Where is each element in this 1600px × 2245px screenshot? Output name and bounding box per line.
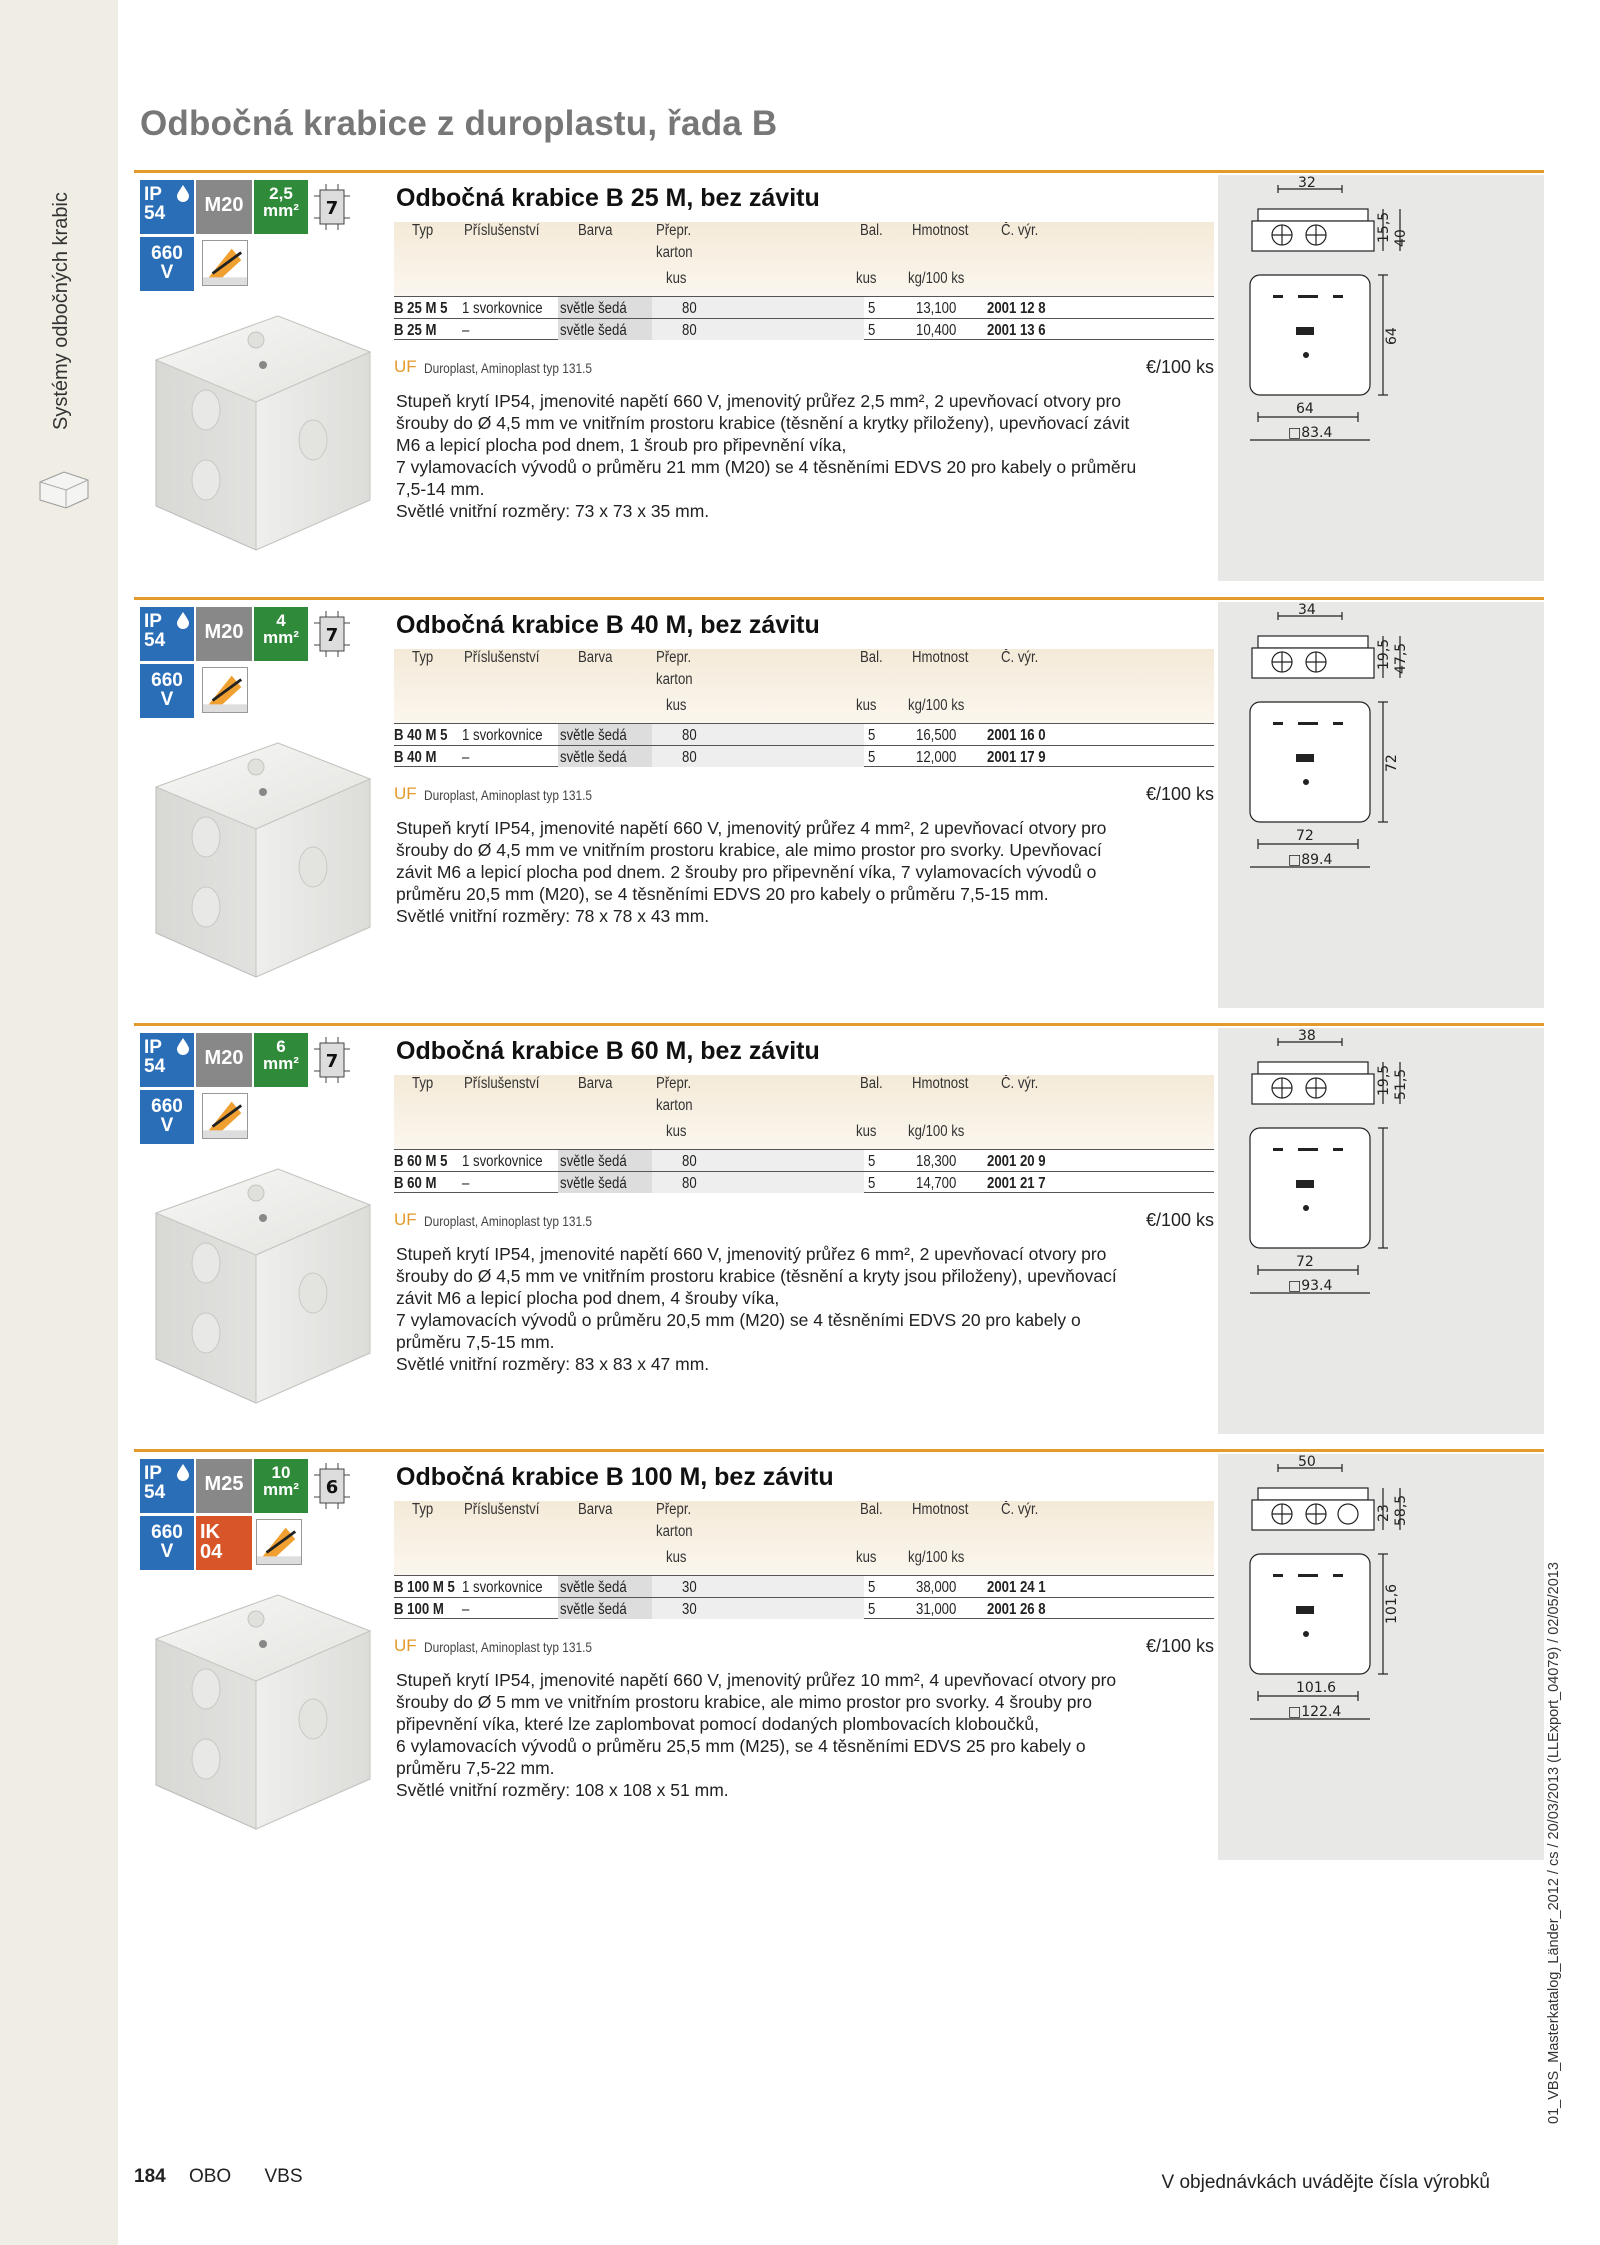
knockout-count: 6 xyxy=(325,1477,339,1498)
material-text: Duroplast, Aminoplast typ 131.5 xyxy=(424,1639,593,1655)
product-description xyxy=(396,390,1226,522)
svg-text:□83.4: □83.4 xyxy=(1288,425,1333,441)
price-unit: €/100 ks xyxy=(1145,357,1214,377)
product-title: Odbočná krabice B 100 M, bez závitu xyxy=(396,1463,834,1491)
ip-rating-badge: IP 54 xyxy=(140,1459,194,1513)
cell-typ: B 60 M xyxy=(394,1175,437,1192)
cell-carton: 30 xyxy=(682,1601,697,1618)
svg-text:15,5: 15,5 xyxy=(1376,211,1392,243)
cell-article-no: 2001 21 7 xyxy=(987,1175,1046,1192)
cell-carton: 80 xyxy=(682,727,697,744)
description-line: Stupeň krytí IP54, jmenovité napětí 660 V, jmenovitý průřez 2,5 mm², 2 upevňovací otvory pro xyxy=(396,391,1122,411)
table-row xyxy=(394,1575,1214,1597)
svg-text:□93.4: □93.4 xyxy=(1288,1278,1333,1294)
cross-section-badge: 4 mm² xyxy=(254,607,308,661)
material-row xyxy=(394,1633,1214,1661)
cell-pack: 5 xyxy=(868,1579,876,1596)
cell-accessory: – xyxy=(462,749,470,766)
cell-pack: 5 xyxy=(868,727,876,744)
water-drop-icon xyxy=(176,1037,190,1055)
cell-typ: B 25 M xyxy=(394,322,437,339)
product-title: Odbočná krabice B 60 M, bez závitu xyxy=(396,1037,820,1065)
cell-pack: 5 xyxy=(868,322,876,339)
cell-typ: B 100 M 5 xyxy=(394,1579,455,1596)
cell-weight: 31,000 xyxy=(916,1601,957,1618)
description-line: Stupeň krytí IP54, jmenovité napětí 660 V, jmenovitý průřez 4 mm², 2 upevňovací otvory pro xyxy=(396,818,1107,838)
dimension-drawing xyxy=(1218,1454,1544,1860)
cell-carton: 80 xyxy=(682,300,697,317)
spec-table xyxy=(394,649,1214,767)
cell-accessory: 1 svorkovnice xyxy=(462,1153,543,1170)
svg-text:72: 72 xyxy=(1296,828,1314,844)
flame-retardant-icon xyxy=(202,1093,248,1139)
footer-brand: OBO xyxy=(188,2166,232,2187)
product-section xyxy=(134,1023,1544,1439)
cell-color: světle šedá xyxy=(560,749,627,766)
uf-label: UF xyxy=(394,784,417,803)
voltage-badge: 660 V xyxy=(140,1516,194,1570)
cell-typ: B 100 M xyxy=(394,1601,444,1618)
impact-rating-badge: IK 04 xyxy=(196,1516,252,1570)
knockout-count-icon xyxy=(314,1037,350,1083)
cell-pack: 5 xyxy=(868,1175,876,1192)
svg-text:□122.4: □122.4 xyxy=(1288,1704,1342,1720)
badge-group xyxy=(140,1033,368,1143)
thread-size-badge: M20 xyxy=(196,607,252,661)
table-row xyxy=(394,745,1214,767)
cell-carton: 30 xyxy=(682,1579,697,1596)
cross-section-badge: 10 mm² xyxy=(254,1459,308,1513)
svg-text:34: 34 xyxy=(1298,602,1316,618)
badge-group xyxy=(140,607,368,717)
description-line: Světlé vnitřní rozměry: 83 x 83 x 47 mm. xyxy=(396,1354,710,1374)
knockout-count-icon xyxy=(314,1463,350,1509)
ip-rating-badge: IP 54 xyxy=(140,607,194,661)
cell-article-no: 2001 16 0 xyxy=(987,727,1046,744)
cell-weight: 14,700 xyxy=(916,1175,957,1192)
table-header: Typ Příslušenství Barva Přepr. karton kus Bal. kus Hmotnost kg/100 ks Č. výr. xyxy=(394,649,1214,723)
cell-typ: B 60 M 5 xyxy=(394,1153,448,1170)
description-line: průměru 7,5-22 mm. xyxy=(396,1758,555,1778)
cell-color: světle šedá xyxy=(560,1153,627,1170)
description-line: šrouby do Ø 4,5 mm ve vnitřním prostoru krabice (těsnění a kryty jsou přiloženy), upevňovací xyxy=(396,1266,1117,1286)
svg-text:72: 72 xyxy=(1296,1254,1314,1270)
footer-left xyxy=(134,2166,303,2188)
cell-weight: 10,400 xyxy=(916,322,957,339)
knockout-count-icon xyxy=(314,184,350,230)
product-description xyxy=(396,817,1226,927)
material-text: Duroplast, Aminoplast typ 131.5 xyxy=(424,360,593,376)
cell-accessory: – xyxy=(462,322,470,339)
cell-accessory: 1 svorkovnice xyxy=(462,300,543,317)
product-photo xyxy=(148,727,378,997)
svg-text:50: 50 xyxy=(1298,1454,1316,1470)
description-line: 7 vylamovacích vývodů o průměru 20,5 mm (M20) se 4 těsněními EDVS 20 pro kabely o xyxy=(396,1310,1081,1330)
cell-color: světle šedá xyxy=(560,1175,627,1192)
cell-typ: B 40 M 5 xyxy=(394,727,448,744)
product-title: Odbočná krabice B 40 M, bez závitu xyxy=(396,611,820,639)
cell-article-no: 2001 12 8 xyxy=(987,300,1046,317)
material-text: Duroplast, Aminoplast typ 131.5 xyxy=(424,1213,593,1229)
product-section xyxy=(134,1449,1544,1865)
table-row xyxy=(394,723,1214,745)
knockout-count: 7 xyxy=(325,625,339,646)
spec-table xyxy=(394,222,1214,340)
table-row xyxy=(394,1171,1214,1193)
cell-accessory: 1 svorkovnice xyxy=(462,1579,543,1596)
description-line: šrouby do Ø 4,5 mm ve vnitřním prostoru krabice, ale mimo prostor pro svorky. Upevňovací xyxy=(396,840,1102,860)
cell-accessory: – xyxy=(462,1175,470,1192)
cell-typ: B 25 M 5 xyxy=(394,300,448,317)
table-row xyxy=(394,296,1214,318)
cell-color: světle šedá xyxy=(560,1579,627,1596)
footer-note: V objednávkách uvádějte čísla výrobků xyxy=(1161,2172,1490,2193)
svg-text:23: 23 xyxy=(1376,1504,1392,1522)
price-unit: €/100 ks xyxy=(1145,1210,1214,1230)
page-title: Odbočná krabice z duroplastu, řada B xyxy=(140,104,778,143)
cell-pack: 5 xyxy=(868,1601,876,1618)
section-divider xyxy=(134,170,1544,173)
product-photo xyxy=(148,300,378,570)
svg-text:64: 64 xyxy=(1384,327,1400,345)
cell-weight: 13,100 xyxy=(916,300,957,317)
cell-typ: B 40 M xyxy=(394,749,437,766)
cross-section-badge: 6 mm² xyxy=(254,1033,308,1087)
cell-pack: 5 xyxy=(868,749,876,766)
product-description xyxy=(396,1243,1226,1375)
cell-article-no: 2001 17 9 xyxy=(987,749,1046,766)
description-line: Stupeň krytí IP54, jmenovité napětí 660 V, jmenovitý průřez 10 mm², 4 upevňovací otvory pro xyxy=(396,1670,1117,1690)
table-header: Typ Příslušenství Barva Přepr. karton kus Bal. kus Hmotnost kg/100 ks Č. výr. xyxy=(394,1075,1214,1149)
flame-retardant-icon xyxy=(202,667,248,713)
cell-carton: 80 xyxy=(682,1175,697,1192)
footer-catalog: VBS xyxy=(264,2166,303,2187)
cross-section-badge: 2,5 mm² xyxy=(254,180,308,234)
svg-text:58,5: 58,5 xyxy=(1393,1494,1409,1526)
page-number: 184 xyxy=(134,2166,166,2187)
cell-color: světle šedá xyxy=(560,300,627,317)
svg-text:40: 40 xyxy=(1393,229,1409,247)
badge-group xyxy=(140,1459,368,1569)
product-photo xyxy=(148,1153,378,1423)
description-line: Stupeň krytí IP54, jmenovité napětí 660 V, jmenovitý průřez 6 mm², 2 upevňovací otvory pro xyxy=(396,1244,1107,1264)
cell-pack: 5 xyxy=(868,1153,876,1170)
description-line: připevnění víka, které lze zaplombovat pomocí dodaných plombovacích kloboučků, xyxy=(396,1714,1039,1734)
cell-article-no: 2001 20 9 xyxy=(987,1153,1046,1170)
product-description xyxy=(396,1669,1226,1801)
cell-color: světle šedá xyxy=(560,322,627,339)
cell-article-no: 2001 13 6 xyxy=(987,322,1046,339)
description-line: závit M6 a lepicí plocha pod dnem, 4 šrouby víka, xyxy=(396,1288,780,1308)
price-unit: €/100 ks xyxy=(1145,1636,1214,1656)
price-unit: €/100 ks xyxy=(1145,784,1214,804)
description-line: M6 a lepicí plocha pod dnem, 1 šroub pro připevnění víka, xyxy=(396,435,847,455)
section-divider xyxy=(134,1023,1544,1026)
ip-rating-badge: IP 54 xyxy=(140,1033,194,1087)
description-line: Světlé vnitřní rozměry: 78 x 78 x 43 mm. xyxy=(396,906,710,926)
cell-weight: 18,300 xyxy=(916,1153,957,1170)
junction-box-thumbnail-icon xyxy=(36,468,92,512)
table-header: Typ Příslušenství Barva Přepr. karton kus Bal. kus Hmotnost kg/100 ks Č. výr. xyxy=(394,222,1214,296)
svg-text:38: 38 xyxy=(1298,1028,1316,1044)
material-row xyxy=(394,1207,1214,1235)
cell-weight: 12,000 xyxy=(916,749,957,766)
svg-text:101,6: 101,6 xyxy=(1384,1583,1400,1624)
knockout-count: 7 xyxy=(325,1051,339,1072)
product-section xyxy=(134,170,1544,586)
thread-size-badge: M20 xyxy=(196,1033,252,1087)
material-row xyxy=(394,781,1214,809)
cell-pack: 5 xyxy=(868,300,876,317)
dimension-drawing xyxy=(1218,1028,1544,1434)
description-line: 6 vylamovacích vývodů o průměru 25,5 mm (M25), se 4 těsněními EDVS 25 pro kabely o xyxy=(396,1736,1086,1756)
description-line: průměru 20,5 mm (M20), se 4 těsněními EDVS 20 pro kabely o průměru 7,5-15 mm. xyxy=(396,884,1049,904)
cell-accessory: – xyxy=(462,1601,470,1618)
knockout-count: 7 xyxy=(325,198,339,219)
table-row xyxy=(394,1149,1214,1171)
svg-text:19,5: 19,5 xyxy=(1376,1064,1392,1096)
svg-text:19,5: 19,5 xyxy=(1376,638,1392,670)
product-title: Odbočná krabice B 25 M, bez závitu xyxy=(396,184,820,212)
ip-rating-badge: IP 54 xyxy=(140,180,194,234)
thread-size-badge: M25 xyxy=(196,1459,252,1513)
section-divider xyxy=(134,1449,1544,1452)
knockout-count-icon xyxy=(314,611,350,657)
water-drop-icon xyxy=(176,1463,190,1481)
svg-text:47,5: 47,5 xyxy=(1393,642,1409,674)
dimension-drawing xyxy=(1218,175,1544,581)
spec-table xyxy=(394,1501,1214,1619)
description-line: 7,5-14 mm. xyxy=(396,479,485,499)
cell-carton: 80 xyxy=(682,322,697,339)
svg-text:101.6: 101.6 xyxy=(1296,1680,1337,1696)
cell-carton: 80 xyxy=(682,1153,697,1170)
uf-label: UF xyxy=(394,1210,417,1229)
svg-text:72: 72 xyxy=(1384,754,1400,772)
svg-text:32: 32 xyxy=(1298,175,1316,191)
cell-article-no: 2001 24 1 xyxy=(987,1579,1046,1596)
table-row xyxy=(394,1597,1214,1619)
cell-weight: 38,000 xyxy=(916,1579,957,1596)
cell-article-no: 2001 26 8 xyxy=(987,1601,1046,1618)
svg-text:64: 64 xyxy=(1296,401,1314,417)
flame-retardant-icon xyxy=(256,1519,302,1565)
document-reference: 01_VBS_Masterkatalog_Länder_2012 / cs / 20/03/2013 (LLExport_04079) / 02/05/2013 xyxy=(1546,1562,1562,2124)
cell-accessory: 1 svorkovnice xyxy=(462,727,543,744)
cell-color: světle šedá xyxy=(560,727,627,744)
voltage-badge: 660 V xyxy=(140,664,194,718)
material-row xyxy=(394,354,1214,382)
description-line: šrouby do Ø 5 mm ve vnitřním prostoru krabice, ale mimo prostor pro svorky. 4 šrouby pro xyxy=(396,1692,1093,1712)
water-drop-icon xyxy=(176,611,190,629)
description-line: 7 vylamovacích vývodů o průměru 21 mm (M20) se 4 těsněními EDVS 20 pro kabely o průměru xyxy=(396,457,1137,477)
description-line: Světlé vnitřní rozměry: 108 x 108 x 51 mm. xyxy=(396,1780,729,1800)
flame-retardant-icon xyxy=(202,240,248,286)
dimension-drawing xyxy=(1218,602,1544,1008)
voltage-badge: 660 V xyxy=(140,1090,194,1144)
section-divider xyxy=(134,597,1544,600)
description-line: průměru 7,5-15 mm. xyxy=(396,1332,555,1352)
description-line: závit M6 a lepicí plocha pod dnem. 2 šrouby pro připevnění víka, 7 vylamovacích vývodů o xyxy=(396,862,1097,882)
svg-text:□89.4: □89.4 xyxy=(1288,852,1333,868)
uf-label: UF xyxy=(394,1636,417,1655)
water-drop-icon xyxy=(176,184,190,202)
badge-group xyxy=(140,180,368,290)
spec-table xyxy=(394,1075,1214,1193)
thread-size-badge: M20 xyxy=(196,180,252,234)
table-header: Typ Příslušenství Barva Přepr. karton kus Bal. kus Hmotnost kg/100 ks Č. výr. xyxy=(394,1501,1214,1575)
product-section xyxy=(134,597,1544,1013)
voltage-badge: 660 V xyxy=(140,237,194,291)
uf-label: UF xyxy=(394,357,417,376)
product-photo xyxy=(148,1579,378,1849)
cell-carton: 80 xyxy=(682,749,697,766)
svg-text:51,5: 51,5 xyxy=(1393,1068,1409,1100)
table-row xyxy=(394,318,1214,340)
cell-weight: 16,500 xyxy=(916,727,957,744)
description-line: Světlé vnitřní rozměry: 73 x 73 x 35 mm. xyxy=(396,501,710,521)
cell-color: světle šedá xyxy=(560,1601,627,1618)
material-text: Duroplast, Aminoplast typ 131.5 xyxy=(424,787,593,803)
description-line: šrouby do Ø 4,5 mm ve vnitřním prostoru krabice (těsnění a krytky přiloženy), upevňovací závit xyxy=(396,413,1130,433)
side-title: Systémy odbočných krabic xyxy=(50,192,72,430)
